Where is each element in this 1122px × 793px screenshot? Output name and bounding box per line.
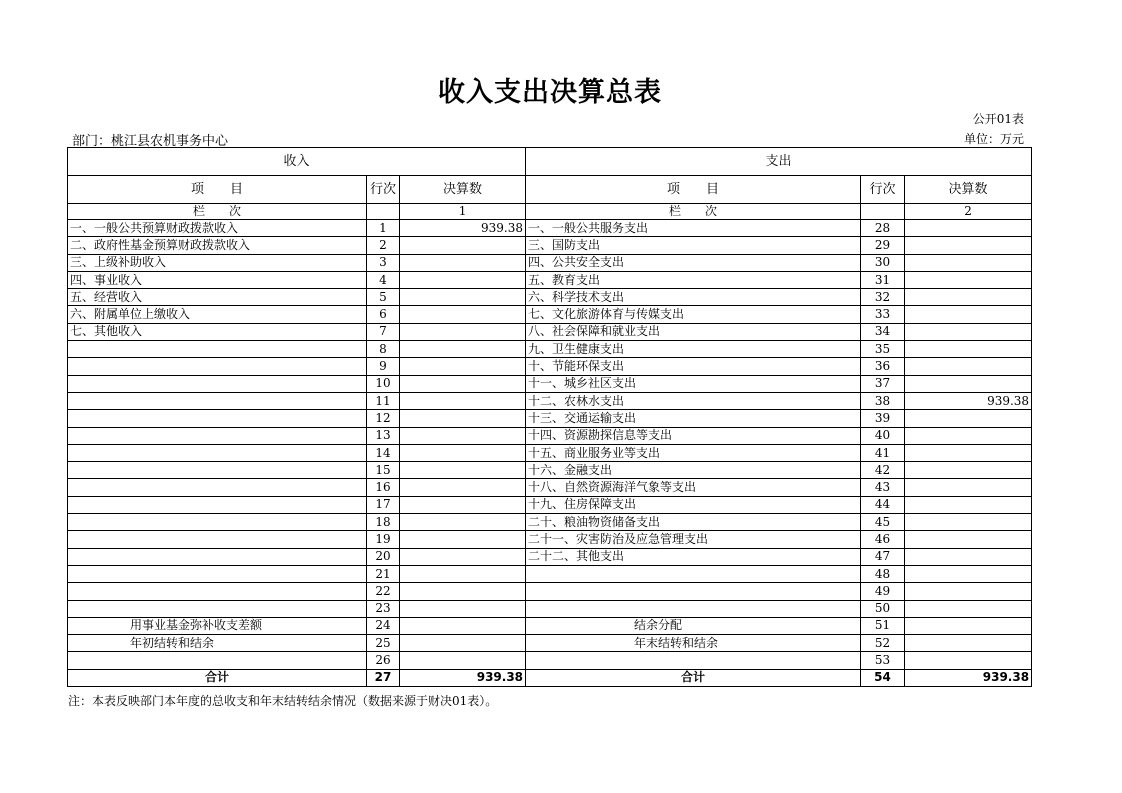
expense-amount-cell (905, 289, 1032, 306)
table-row (68, 358, 1032, 375)
expense-item-cell: 六、科学技术支出 (526, 289, 861, 306)
expense-amount-cell (905, 635, 1032, 652)
income-item-cell (68, 358, 367, 375)
income-line-no-cell: 10 (367, 375, 400, 392)
income-line-no-cell: 5 (367, 289, 400, 306)
table-row (68, 375, 1032, 392)
income-amount-cell (400, 565, 526, 582)
income-item-cell (68, 427, 367, 444)
income-item-cell (68, 462, 367, 479)
income-line-no-header: 行次 (367, 176, 400, 204)
expense-item-cell (526, 565, 861, 582)
income-item-cell: 七、其他收入 (68, 323, 367, 340)
expense-item-cell: 年末结转和结余 (526, 635, 861, 652)
income-item-cell: 三、上级补助收入 (68, 254, 367, 271)
income-amount-cell (400, 600, 526, 617)
income-amount-cell (400, 289, 526, 306)
expense-amount-cell (905, 583, 1032, 600)
income-line-no-cell: 12 (367, 410, 400, 427)
expense-section-header: 支出 (526, 148, 1032, 176)
income-amount-cell (400, 652, 526, 669)
income-amount-cell (400, 358, 526, 375)
expense-item-cell: 一、一般公共服务支出 (526, 220, 861, 237)
unit-label: 单位：万元 (963, 132, 1024, 146)
table-row (68, 479, 1032, 496)
expense-amount-cell (905, 531, 1032, 548)
income-item-cell (68, 479, 367, 496)
income-line-no-cell: 25 (367, 635, 400, 652)
expense-amount-cell (905, 514, 1032, 531)
income-item-cell: 二、政府性基金预算财政拨款收入 (68, 237, 367, 254)
table-row (68, 583, 1032, 600)
expense-amount-cell (905, 600, 1032, 617)
table-row (68, 531, 1032, 548)
table-row (68, 635, 1032, 652)
footnote: 注：本表反映部门本年度的总收支和年末结转结余情况（数据来源于财决01表）。 (68, 694, 498, 708)
expense-line-no-cell: 47 (861, 548, 905, 565)
expense-item-cell (526, 652, 861, 669)
income-amount-cell (400, 514, 526, 531)
income-amount-cell (400, 462, 526, 479)
table-row (68, 254, 1032, 271)
expense-item-header: 项 目 (526, 176, 861, 204)
expense-item-cell: 四、公共安全支出 (526, 254, 861, 271)
expense-amount-cell (905, 565, 1032, 582)
table-row (68, 271, 1032, 288)
expense-line-no-cell: 29 (861, 237, 905, 254)
income-line-no-cell: 23 (367, 600, 400, 617)
income-item-cell: 用事业基金弥补收支差额 (68, 617, 367, 634)
table-row (68, 496, 1032, 513)
column-number-row (68, 204, 1032, 220)
income-item-cell: 四、事业收入 (68, 271, 367, 288)
table-row (68, 617, 1032, 634)
expense-line-no-cell: 33 (861, 306, 905, 323)
expense-amount-cell (905, 462, 1032, 479)
expense-item-cell: 十四、资源勘探信息等支出 (526, 427, 861, 444)
expense-item-cell: 十、节能环保支出 (526, 358, 861, 375)
income-line-no-cell: 8 (367, 341, 400, 358)
expense-line-no-cell: 35 (861, 341, 905, 358)
income-line-no-cell: 1 (367, 220, 400, 237)
expense-amount-cell (905, 271, 1032, 288)
table-row (68, 462, 1032, 479)
expense-column-number: 2 (905, 204, 1032, 220)
table-code: 公开01表 (972, 112, 1024, 126)
income-amount-cell (400, 254, 526, 271)
income-line-no-cell: 19 (367, 531, 400, 548)
income-item-cell (68, 341, 367, 358)
expense-line-no-cell: 39 (861, 410, 905, 427)
expense-amount-cell (905, 410, 1032, 427)
income-amount-cell (400, 237, 526, 254)
income-line-no-cell: 18 (367, 514, 400, 531)
income-amount-header: 决算数 (400, 176, 526, 204)
table-row (68, 306, 1032, 323)
income-item-cell: 年初结转和结余 (68, 635, 367, 652)
expense-item-cell: 十一、城乡社区支出 (526, 375, 861, 392)
expense-line-no-cell: 31 (861, 271, 905, 288)
expense-column-label: 栏 次 (526, 204, 861, 220)
income-item-cell (68, 583, 367, 600)
income-line-no-cell: 13 (367, 427, 400, 444)
income-line-no-cell: 9 (367, 358, 400, 375)
income-item-cell (68, 531, 367, 548)
table-row (68, 289, 1032, 306)
expense-amount-cell (905, 375, 1032, 392)
expense-amount-cell (905, 496, 1032, 513)
expense-line-no-cell: 49 (861, 583, 905, 600)
expense-line-no-cell: 52 (861, 635, 905, 652)
income-line-no-cell: 6 (367, 306, 400, 323)
income-item-header: 项 目 (68, 176, 367, 204)
expense-item-cell: 十六、金融支出 (526, 462, 861, 479)
expense-amount-cell (905, 652, 1032, 669)
table-row (68, 220, 1032, 237)
expense-line-no-cell: 48 (861, 565, 905, 582)
income-line-no-cell: 17 (367, 496, 400, 513)
income-amount-cell (400, 617, 526, 634)
expense-line-no-cell: 42 (861, 462, 905, 479)
expense-item-cell (526, 600, 861, 617)
income-line-no-cell: 7 (367, 323, 400, 340)
expense-total-line-no: 54 (861, 669, 905, 686)
income-amount-cell (400, 375, 526, 392)
income-amount-cell (400, 496, 526, 513)
department-label: 部门：桃江县农机事务中心 (72, 134, 229, 149)
expense-line-no-cell: 40 (861, 427, 905, 444)
income-amount-cell (400, 635, 526, 652)
income-total-amount: 939.38 (400, 669, 526, 686)
income-section-header: 收入 (68, 148, 526, 176)
expense-total-label: 合计 (526, 669, 861, 686)
expense-item-cell: 二十、粮油物资储备支出 (526, 514, 861, 531)
expense-amount-cell (905, 341, 1032, 358)
income-amount-cell (400, 444, 526, 461)
expense-item-cell: 二十一、灾害防治及应急管理支出 (526, 531, 861, 548)
table-row (68, 600, 1032, 617)
income-column-number: 1 (400, 204, 526, 220)
table-row (68, 565, 1032, 582)
income-line-no-cell: 20 (367, 548, 400, 565)
expense-line-no-cell: 34 (861, 323, 905, 340)
expense-item-cell: 十三、交通运输支出 (526, 410, 861, 427)
expense-amount-cell (905, 427, 1032, 444)
income-total-label: 合计 (68, 669, 367, 686)
expense-line-no-cell: 51 (861, 617, 905, 634)
expense-item-cell: 二十二、其他支出 (526, 548, 861, 565)
table-row (68, 341, 1032, 358)
expense-item-cell: 九、卫生健康支出 (526, 341, 861, 358)
income-line-no-cell: 15 (367, 462, 400, 479)
expense-line-no-cell: 46 (861, 531, 905, 548)
expense-amount-header: 决算数 (905, 176, 1032, 204)
expense-item-cell: 结余分配 (526, 617, 861, 634)
table-row (68, 652, 1032, 669)
income-amount-cell (400, 479, 526, 496)
expense-item-cell: 七、文化旅游体育与传媒支出 (526, 306, 861, 323)
column-header-row (68, 176, 1032, 204)
expense-line-no-cell: 43 (861, 479, 905, 496)
expense-amount-cell (905, 479, 1032, 496)
expense-item-cell: 十五、商业服务业等支出 (526, 444, 861, 461)
expense-amount-cell (905, 220, 1032, 237)
expense-line-no-cell: 32 (861, 289, 905, 306)
income-item-cell (68, 548, 367, 565)
expense-item-cell: 十九、住房保障支出 (526, 496, 861, 513)
income-line-no-cell: 26 (367, 652, 400, 669)
expense-amount-cell (905, 358, 1032, 375)
expense-line-no-cell: 50 (861, 600, 905, 617)
expense-line-no-cell: 53 (861, 652, 905, 669)
income-amount-cell (400, 427, 526, 444)
expense-item-cell: 十八、自然资源海洋气象等支出 (526, 479, 861, 496)
expense-line-no-cell: 28 (861, 220, 905, 237)
income-item-cell: 六、附属单位上缴收入 (68, 306, 367, 323)
income-amount-cell (400, 306, 526, 323)
income-item-cell: 一、一般公共预算财政拨款收入 (68, 220, 367, 237)
income-amount-cell (400, 531, 526, 548)
expense-amount-cell (905, 444, 1032, 461)
income-amount-cell: 939.38 (400, 220, 526, 237)
income-item-cell (68, 410, 367, 427)
expense-item-cell: 十二、农林水支出 (526, 392, 861, 409)
expense-amount-cell: 939.38 (905, 392, 1032, 409)
total-row (68, 669, 1032, 686)
expense-item-cell: 五、教育支出 (526, 271, 861, 288)
income-item-cell (68, 444, 367, 461)
income-item-cell (68, 652, 367, 669)
income-column-label: 栏 次 (68, 204, 367, 220)
table-row (68, 392, 1032, 409)
section-header-row (68, 148, 1032, 176)
expense-line-no-cell: 38 (861, 392, 905, 409)
income-expense-table (67, 147, 1032, 687)
income-item-cell (68, 514, 367, 531)
table-row (68, 444, 1032, 461)
expense-total-amount: 939.38 (905, 669, 1032, 686)
income-line-no-cell: 2 (367, 237, 400, 254)
expense-line-no-cell: 44 (861, 496, 905, 513)
income-item-cell (68, 600, 367, 617)
income-line-no-cell: 14 (367, 444, 400, 461)
expense-line-no-cell: 45 (861, 514, 905, 531)
expense-item-cell: 三、国防支出 (526, 237, 861, 254)
income-line-no-cell: 16 (367, 479, 400, 496)
expense-amount-cell (905, 323, 1032, 340)
expense-amount-cell (905, 237, 1032, 254)
income-line-no-cell: 11 (367, 392, 400, 409)
income-line-no-cell: 22 (367, 583, 400, 600)
income-amount-cell (400, 271, 526, 288)
table-row (68, 410, 1032, 427)
income-amount-cell (400, 341, 526, 358)
expense-line-no-header: 行次 (861, 176, 905, 204)
income-line-no-cell: 3 (367, 254, 400, 271)
income-item-cell (68, 496, 367, 513)
income-amount-cell (400, 583, 526, 600)
expense-line-no-empty (861, 204, 905, 220)
income-amount-cell (400, 410, 526, 427)
expense-item-cell: 八、社会保障和就业支出 (526, 323, 861, 340)
expense-line-no-cell: 36 (861, 358, 905, 375)
income-line-no-empty (367, 204, 400, 220)
expense-line-no-cell: 41 (861, 444, 905, 461)
table-row (68, 514, 1032, 531)
expense-amount-cell (905, 617, 1032, 634)
table-row (68, 427, 1032, 444)
income-item-cell: 五、经营收入 (68, 289, 367, 306)
expense-item-cell (526, 583, 861, 600)
income-amount-cell (400, 392, 526, 409)
expense-amount-cell (905, 306, 1032, 323)
expense-line-no-cell: 37 (861, 375, 905, 392)
income-item-cell (68, 375, 367, 392)
table-row (68, 237, 1032, 254)
income-item-cell (68, 392, 367, 409)
expense-amount-cell (905, 548, 1032, 565)
expense-amount-cell (905, 254, 1032, 271)
income-line-no-cell: 24 (367, 617, 400, 634)
income-amount-cell (400, 323, 526, 340)
income-amount-cell (400, 548, 526, 565)
table-row (68, 323, 1032, 340)
expense-line-no-cell: 30 (861, 254, 905, 271)
page-title: 收入支出决算总表 (438, 77, 662, 108)
income-item-cell (68, 565, 367, 582)
income-line-no-cell: 4 (367, 271, 400, 288)
income-line-no-cell: 21 (367, 565, 400, 582)
table-row (68, 548, 1032, 565)
income-total-line-no: 27 (367, 669, 400, 686)
